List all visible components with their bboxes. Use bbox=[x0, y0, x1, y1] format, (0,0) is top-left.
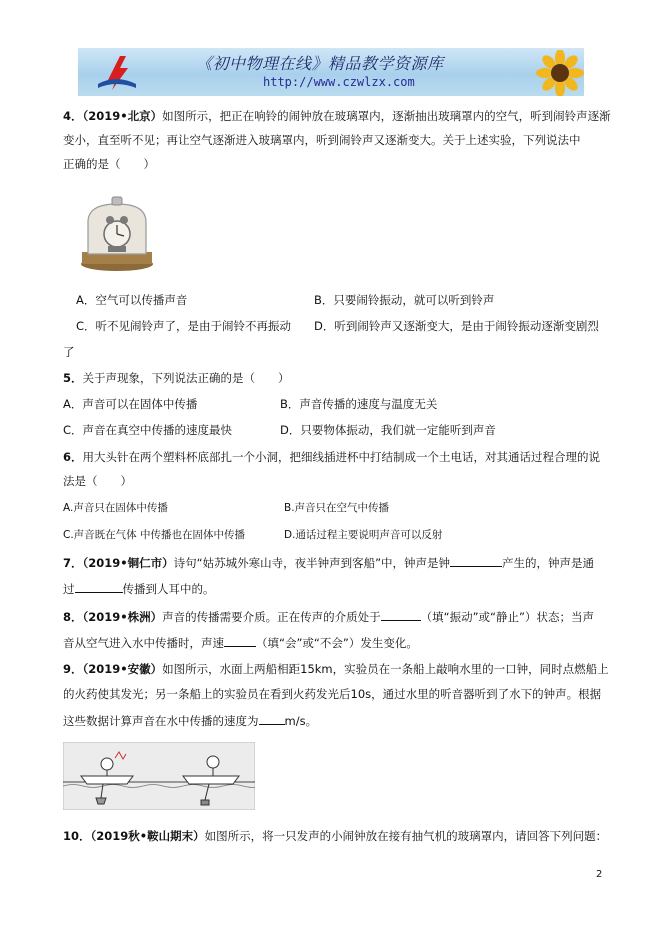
q10-number: 10． bbox=[63, 829, 91, 843]
q7-source: （2019•铜仁市） bbox=[82, 556, 174, 570]
q6-line-1 bbox=[63, 449, 600, 465]
q4-option-a: A．空气可以传播声音 bbox=[76, 293, 188, 307]
q8-blank-2[interactable] bbox=[224, 634, 256, 647]
q6-text-2: 法是（ ） bbox=[63, 474, 132, 488]
q9-blank[interactable] bbox=[259, 712, 285, 725]
q4-text-3: 正确的是（ ） bbox=[63, 157, 155, 171]
q8-line-1 bbox=[63, 608, 594, 625]
q6-option-a: A.声音只在固体中传播 bbox=[63, 502, 168, 514]
q7-text-1a: 诗句“姑苏城外寒山寺，夜半钟声到客船”中，钟声是钟 bbox=[173, 556, 451, 570]
q7-text-1b: 产生的，钟声是通 bbox=[502, 556, 595, 570]
q6-option-c: C.声音既在气体 中传播也在固体中传播 bbox=[63, 529, 246, 541]
q8-source: （2019•株洲） bbox=[82, 610, 163, 624]
q7-number: 7． bbox=[63, 556, 83, 570]
q10-text: 如图所示，将一只发声的小闹钟放在接有抽气机的玻璃罩内，请回答下列问题： bbox=[204, 829, 608, 843]
q8-blank-1[interactable] bbox=[381, 608, 421, 621]
q4-number: 4． bbox=[63, 109, 83, 123]
q5-line-1 bbox=[63, 370, 290, 386]
q6-number: 6． bbox=[63, 450, 83, 464]
q5-number: 5． bbox=[63, 371, 83, 385]
q4-option-d-cont: 了 bbox=[63, 345, 75, 359]
q10-source: （2019秋•鞍山期末） bbox=[90, 829, 205, 843]
q4-line-1 bbox=[63, 108, 611, 124]
q5-option-b: B．声音传播的速度与温度无关 bbox=[280, 397, 438, 411]
q9-source: （2019•安徽） bbox=[82, 662, 163, 676]
q7-line-2 bbox=[63, 580, 215, 597]
q8-text-2b: （填“会”或“不会”）发生变化。 bbox=[256, 636, 418, 650]
q9-number: 9． bbox=[63, 662, 83, 676]
q4-option-d: D．听到闹铃声又逐渐变大，是由于闹铃振动逐渐变剧烈 bbox=[314, 319, 599, 333]
q7-text-2a: 过 bbox=[63, 582, 75, 596]
q5-option-c: C．声音在真空中传播的速度最快 bbox=[63, 423, 233, 437]
q7-text-2b: 传播到人耳中的。 bbox=[122, 582, 215, 596]
q4-text-2: 变小，直至听不见；再让空气逐渐进入玻璃罩内，听到闹铃声又逐渐变大。关于上述实验，下列说法中 bbox=[63, 133, 581, 147]
q4-source: （2019•北京） bbox=[82, 109, 163, 123]
banner-url: http://www.czwlzx.com bbox=[263, 75, 415, 89]
banner-title: 《初中物理在线》精品教学资源库 bbox=[196, 54, 444, 73]
q9-text-3a: 这些数据计算声音在水中传播的速度为 bbox=[63, 714, 259, 728]
q8-text-2a: 音从空气进入水中传播时，声速 bbox=[63, 636, 224, 650]
q5-text: 关于声现象，下列说法正确的是（ ） bbox=[82, 371, 290, 385]
q7-blank-1[interactable] bbox=[450, 554, 502, 567]
q9-line-1 bbox=[63, 661, 609, 677]
q8-line-2 bbox=[63, 634, 418, 651]
q4-option-c: C．听不见闹铃声了，是由于闹铃不再振动 bbox=[76, 319, 292, 333]
q9-text-1: 如图所示，水面上两船相距15km，实验员在一条船上敲响水里的一口钟，同时点燃船上 bbox=[162, 662, 609, 676]
q8-text-1a: 声音的传播需要介质。正在传声的介质处于 bbox=[162, 610, 381, 624]
bell-jar-alarm-clock-image bbox=[76, 194, 158, 274]
q6-option-b: B.声音只在空气中传播 bbox=[284, 502, 390, 514]
q6-text-1: 用大头针在两个塑料杯底部扎一个小洞，把细线插进杯中打结制成一个土电话，对其通话过程合理的说 bbox=[82, 450, 601, 464]
page-number: 2 bbox=[596, 869, 603, 880]
q8-number: 8． bbox=[63, 610, 83, 624]
q7-line-1 bbox=[63, 554, 594, 571]
site-logo-icon bbox=[94, 54, 138, 92]
boats-sound-experiment-image bbox=[63, 742, 255, 810]
q10-line-1 bbox=[63, 828, 607, 844]
q4-text-1: 如图所示，把正在响铃的闹钟放在玻璃罩内，逐渐抽出玻璃罩内的空气，听到闹铃声逐渐 bbox=[162, 109, 611, 123]
q5-option-a: A．声音可以在固体中传播 bbox=[63, 397, 198, 411]
q9-text-2: 的火药使其发光；另一条船上的实验员在看到火药发光后10s，通过水里的听音器听到了水下的钟声。根据 bbox=[63, 687, 602, 701]
q4-option-b: B．只要闹铃振动，就可以听到铃声 bbox=[314, 293, 495, 307]
q8-text-1b: （填“振动”或“静止”）状态；当声 bbox=[420, 610, 594, 624]
q7-blank-2[interactable] bbox=[75, 580, 123, 593]
q5-option-d: D．只要物体振动，我们就一定能听到声音 bbox=[280, 423, 496, 437]
q9-line-3 bbox=[63, 712, 317, 729]
header-banner bbox=[78, 48, 584, 96]
q9-text-3b: m/s。 bbox=[284, 714, 318, 728]
sunflower-icon bbox=[530, 50, 584, 96]
q6-option-d: D.通话过程主要说明声音可以反射 bbox=[284, 529, 443, 541]
